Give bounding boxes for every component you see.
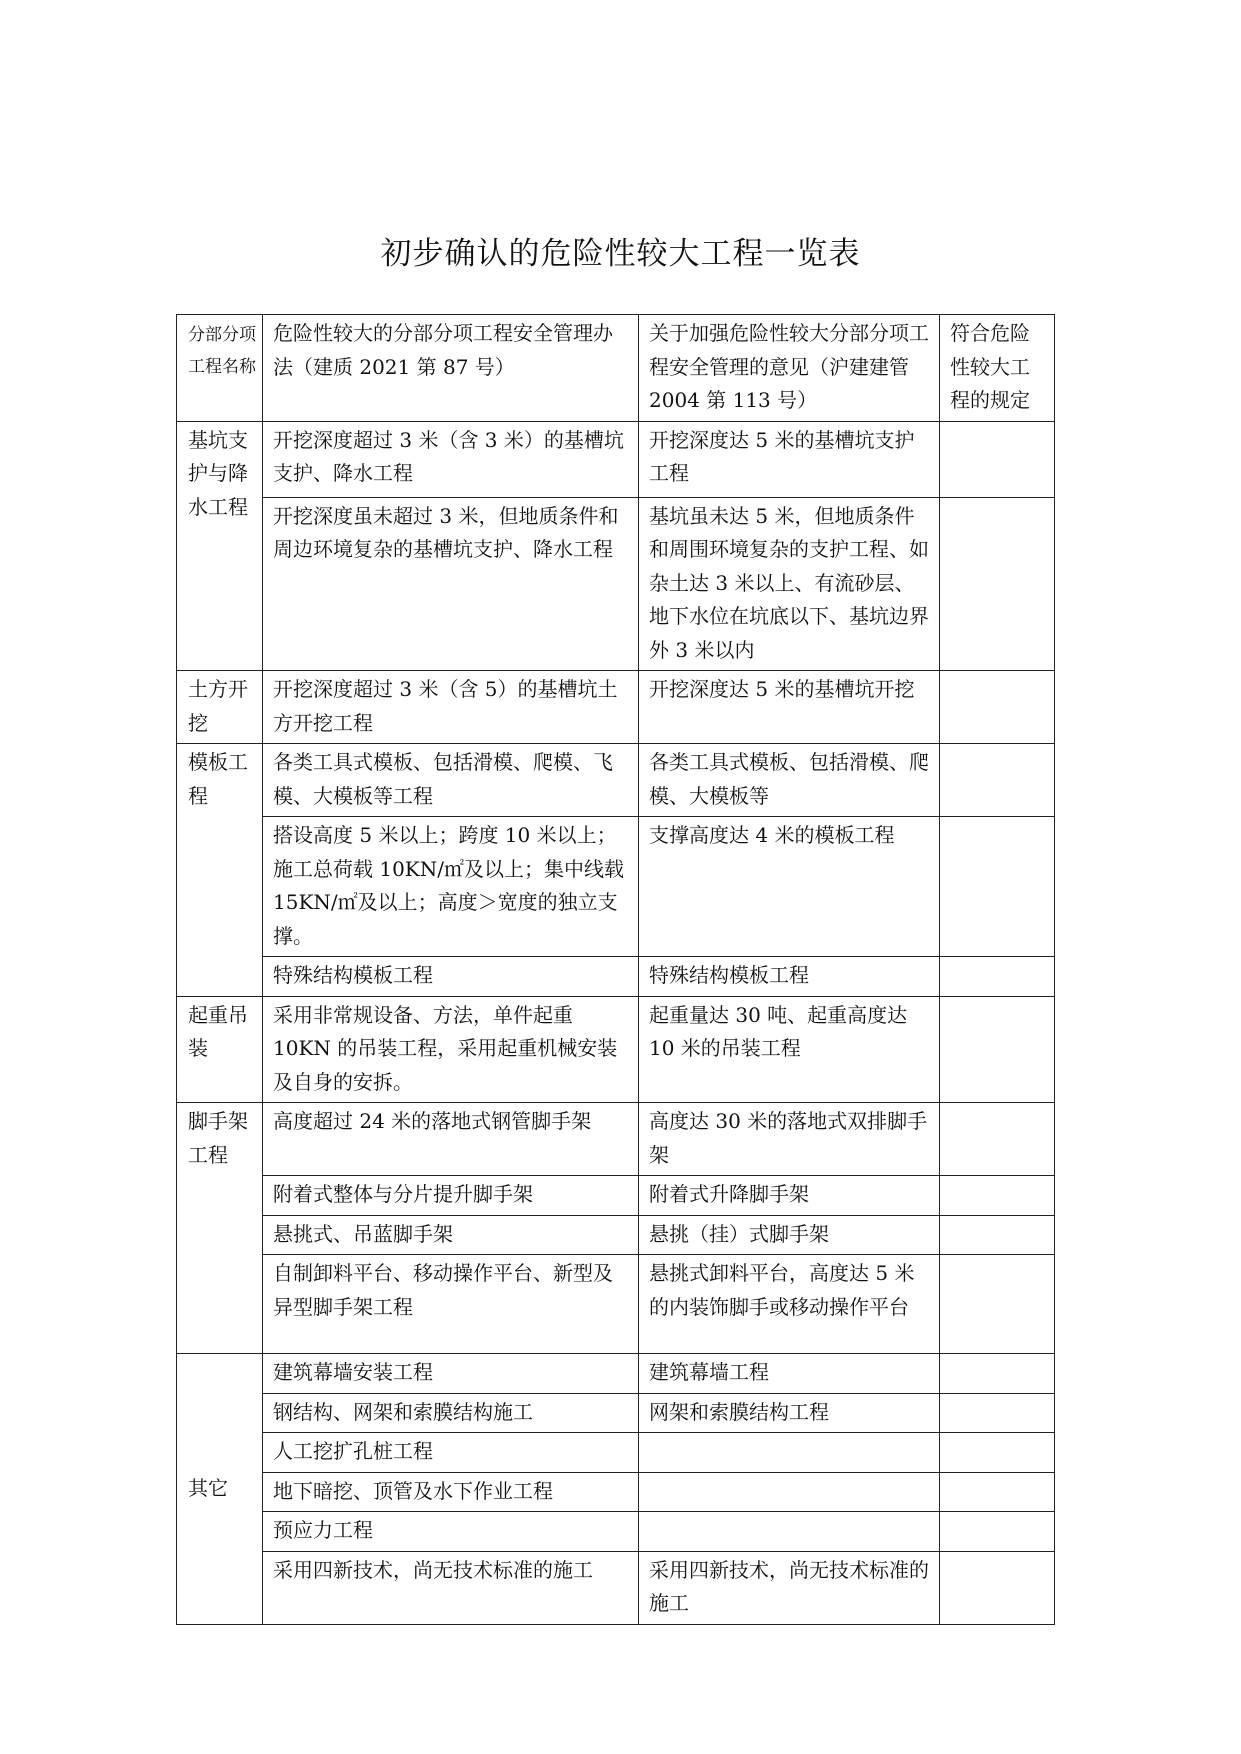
cell-b <box>639 1472 940 1512</box>
cell-c <box>940 1215 1055 1255</box>
cell-c <box>940 957 1055 997</box>
cell-b <box>639 1433 940 1473</box>
cell-b: 高度达 30 米的落地式双排脚手架 <box>639 1103 940 1176</box>
cell-b: 建筑幕墙工程 <box>639 1354 940 1394</box>
cell-b: 起重量达 30 吨、起重高度达 10 米的吊装工程 <box>639 996 940 1103</box>
cell-a: 自制卸料平台、移动操作平台、新型及异型脚手架工程 <box>263 1255 639 1354</box>
cell-c <box>940 744 1055 817</box>
table-row <box>177 817 1055 957</box>
cell-c <box>940 1354 1055 1394</box>
cell-b: 各类工具式模板、包括滑模、爬模、大模板等 <box>639 744 940 817</box>
cell-c <box>940 671 1055 744</box>
cell-a: 钢结构、网架和索膜结构施工 <box>263 1393 639 1433</box>
cell-a: 人工挖扩孔桩工程 <box>263 1433 639 1473</box>
cell-c <box>940 817 1055 957</box>
cell-b: 悬挑（挂）式脚手架 <box>639 1215 940 1255</box>
cell-c <box>940 1551 1055 1624</box>
cell-c <box>940 497 1055 671</box>
table-row <box>177 421 1055 497</box>
table-row <box>177 1512 1055 1552</box>
cell-c <box>940 1255 1055 1354</box>
cell-b: 采用四新技术，尚无技术标准的施工 <box>639 1551 940 1624</box>
cell-b: 悬挑式卸料平台，高度达 5 米的内装饰脚手或移动操作平台 <box>639 1255 940 1354</box>
header-col-b: 关于加强危险性较大分部分项工程安全管理的意见（沪建建管 2004 第 113 号） <box>639 315 940 422</box>
cell-b: 网架和索膜结构工程 <box>639 1393 940 1433</box>
cell-c <box>940 1176 1055 1216</box>
category-cell: 土方开挖 <box>177 671 263 744</box>
header-category: 分部分项工程名称 <box>177 315 263 422</box>
cell-a: 预应力工程 <box>263 1512 639 1552</box>
cell-a: 地下暗挖、顶管及水下作业工程 <box>263 1472 639 1512</box>
cell-a: 附着式整体与分片提升脚手架 <box>263 1176 639 1216</box>
cell-c <box>940 1393 1055 1433</box>
category-cell: 脚手架工程 <box>177 1103 263 1354</box>
category-cell: 基坑支护与降水工程 <box>177 421 263 671</box>
cell-a: 各类工具式模板、包括滑模、爬模、飞模、大模板等工程 <box>263 744 639 817</box>
table-row <box>177 1103 1055 1176</box>
cell-b: 开挖深度达 5 米的基槽坑开挖 <box>639 671 940 744</box>
table-row <box>177 957 1055 997</box>
cell-b: 开挖深度达 5 米的基槽坑支护工程 <box>639 421 940 497</box>
cell-b: 支撑高度达 4 米的模板工程 <box>639 817 940 957</box>
table-row <box>177 744 1055 817</box>
cell-a: 建筑幕墙安装工程 <box>263 1354 639 1394</box>
category-cell: 起重吊装 <box>177 996 263 1103</box>
cell-c <box>940 1512 1055 1552</box>
cell-a: 高度超过 24 米的落地式钢管脚手架 <box>263 1103 639 1176</box>
table-row <box>177 1472 1055 1512</box>
category-cell: 模板工程 <box>177 744 263 997</box>
cell-b: 附着式升降脚手架 <box>639 1176 940 1216</box>
cell-c <box>940 1472 1055 1512</box>
cell-a: 搭设高度 5 米以上；跨度 10 米以上；施工总荷载 10KN/㎡及以上；集中线载 15KN/㎡及以上；高度＞宽度的独立支撑。 <box>263 817 639 957</box>
cell-a: 特殊结构模板工程 <box>263 957 639 997</box>
table-row <box>177 1393 1055 1433</box>
cell-b <box>639 1512 940 1552</box>
table-row <box>177 1215 1055 1255</box>
cell-a: 开挖深度超过 3 米（含 3 米）的基槽坑支护、降水工程 <box>263 421 639 497</box>
table-row <box>177 671 1055 744</box>
table-row <box>177 1551 1055 1624</box>
table-row <box>177 497 1055 671</box>
table-row <box>177 1354 1055 1394</box>
table-row <box>177 1255 1055 1354</box>
cell-a: 采用非常规设备、方法，单件起重 10KN 的吊装工程，采用起重机械安装及自身的安拆。 <box>263 996 639 1103</box>
table-body <box>177 315 1055 1625</box>
table-row <box>177 996 1055 1103</box>
hazard-table <box>176 314 1055 1625</box>
table-row <box>177 1176 1055 1216</box>
cell-a: 开挖深度超过 3 米（含 5）的基槽坑土方开挖工程 <box>263 671 639 744</box>
page-title: 初步确认的危险性较大工程一览表 <box>380 236 861 272</box>
header-row <box>177 315 1055 422</box>
cell-a: 悬挑式、吊蓝脚手架 <box>263 1215 639 1255</box>
header-col-c: 符合危险性较大工程的规定 <box>940 315 1055 422</box>
cell-b: 特殊结构模板工程 <box>639 957 940 997</box>
cell-c <box>940 1433 1055 1473</box>
cell-c <box>940 996 1055 1103</box>
header-col-a: 危险性较大的分部分项工程安全管理办法（建质 2021 第 87 号） <box>263 315 639 422</box>
cell-c <box>940 421 1055 497</box>
cell-a: 开挖深度虽未超过 3 米，但地质条件和周边环境复杂的基槽坑支护、降水工程 <box>263 497 639 671</box>
category-cell: 其它 <box>177 1354 263 1625</box>
cell-b: 基坑虽未达 5 米，但地质条件和周围环境复杂的支护工程、如杂土达 3 米以上、有流砂层、地下水位在坑底以下、基坑边界外 3 米以内 <box>639 497 940 671</box>
cell-c <box>940 1103 1055 1176</box>
cell-a: 采用四新技术，尚无技术标准的施工 <box>263 1551 639 1624</box>
table-row <box>177 1433 1055 1473</box>
